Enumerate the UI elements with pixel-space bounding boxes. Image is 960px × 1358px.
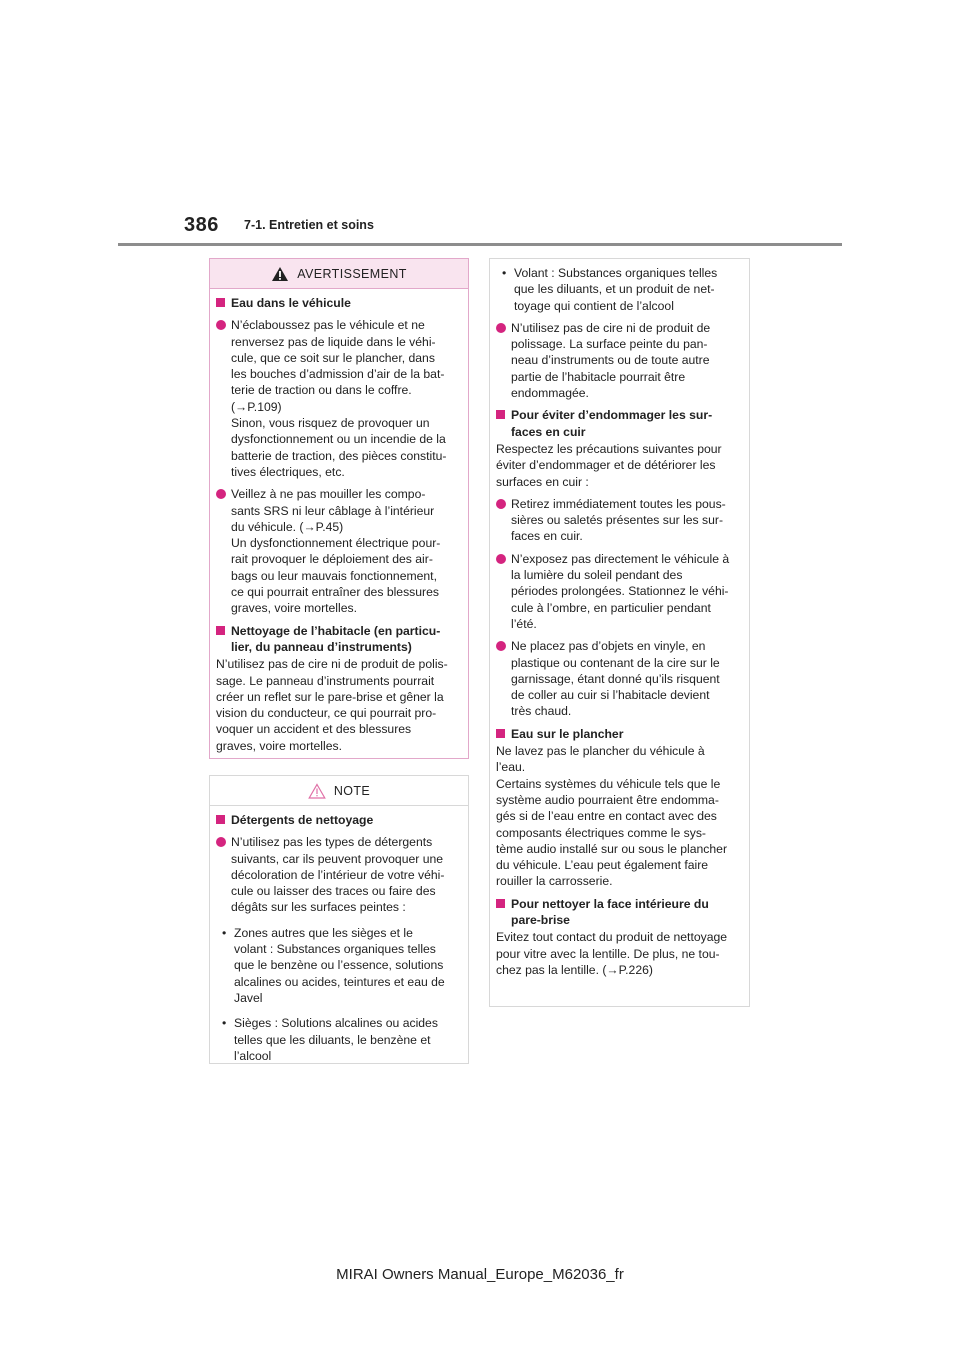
- sub-list-item-text: Zones autres que les sièges et le volant : Substances organiques telles que le benzène ou l’essence, solutions alcalines ou acides, teintures et eau de Javel: [234, 925, 445, 1005]
- circle-bullet-icon: [496, 323, 506, 333]
- sub-list-item-text: Sièges : Solutions alcalines ou acides telles que les diluants, le benzène et l’alcool: [234, 1016, 438, 1063]
- sub-list-item: [496, 265, 742, 314]
- note-box: [209, 775, 469, 1064]
- circle-bullet-icon: [496, 499, 506, 509]
- note-box-title: NOTE: [333, 783, 371, 798]
- bullet-item-text: N’éclaboussez pas le véhicule et ne renversez pas de liquide dans le véhi- cule, que ce soit sur le plancher, dans les bouches d’admission d’air de la bat- terie de traction ou dans le coffre. (→P.109) Sinon, vous risquez de provoquer un dysfonctionnement ou un incendie de la batterie de traction, des pièces constitu- tives électriques, etc.: [231, 318, 447, 479]
- subsection-heading-text: Nettoyage de l’habitacle (en particu- lier, du panneau d’instruments): [231, 623, 441, 654]
- warning-box-title: AVERTISSEMENT: [297, 266, 407, 281]
- bullet-item: [496, 638, 742, 719]
- bullet-item-text: N’utilisez pas les types de détergents suivants, car ils peuvent provoquer une décoloration de l’intérieur de votre véhi- cule ou laisser des traces ou faire des dégâts sur les surfaces peintes :: [231, 835, 445, 915]
- circle-bullet-icon: [216, 320, 226, 330]
- circle-bullet-icon: [216, 837, 226, 847]
- small-bullet-icon: •: [222, 925, 227, 940]
- bullet-item-text: Ne placez pas d’objets en vinyle, en plastique ou contenant de la cire sur le garnissage, étant donné qu’ils risquent de coller au cuir si l’habitacle devient très chaud.: [511, 639, 720, 719]
- bullet-item: [496, 551, 742, 632]
- subsection-heading: [496, 407, 742, 440]
- note-box-body: [210, 806, 468, 1070]
- circle-bullet-icon: [496, 554, 506, 564]
- sub-list-item-text: Volant : Substances organiques telles que les diluants, et un produit de net- toyage qui contient de l’alcool: [514, 266, 718, 313]
- square-bullet-icon: [216, 298, 225, 307]
- caution-triangle-icon: [308, 783, 326, 799]
- subsection-heading-text: Eau sur le plancher: [511, 726, 624, 741]
- subsection-heading: [216, 623, 461, 656]
- header-rule: [118, 243, 842, 246]
- paragraph: [216, 656, 461, 754]
- circle-bullet-icon: [496, 641, 506, 651]
- bullet-item-text: N’exposez pas directement le véhicule à la lumière du soleil pendant des périodes prolongées. Stationnez le véhi- cule à l’ombre, en particulier pendant l’été.: [511, 551, 730, 631]
- section-title: 7-1. Entretien et soins: [244, 218, 374, 232]
- subsection-heading: [216, 295, 461, 311]
- square-bullet-icon: [496, 899, 505, 908]
- bullet-item-text: Veillez à ne pas mouiller les compo- sants SRS ni leur câblage à l’intérieur du véhicule. (→P.45) Un dysfonctionnement électrique pour- rait provoquer le déploiement des air- bags ou leur mauvais fonctionnement, ce qui pourrait entraîner des blessures graves, voire mortelles.: [231, 487, 441, 616]
- subsection-heading-text: Pour éviter d’endommager les sur- faces en cuir: [511, 408, 713, 439]
- bullet-item: [496, 320, 742, 401]
- page-number: 386: [184, 214, 219, 236]
- small-bullet-icon: •: [502, 266, 507, 280]
- bullet-item: [216, 486, 461, 616]
- sub-list-item: [216, 1015, 461, 1064]
- subsection-heading-text: Pour nettoyer la face intérieure du pare-brise: [511, 896, 709, 927]
- warning-box-body: [210, 289, 468, 760]
- paragraph-text: N’utilisez pas de cire ni de produit de polis- sage. Le panneau d’instruments pourrait créer un reflet sur le pare-brise et gêner la vision du conducteur, ce qui pourrait pro- voquer un accident et des blessures graves, voire mortelles.: [216, 657, 448, 753]
- bullet-item-text: N’utilisez pas de cire ni de produit de polissage. La surface peinte du pan- neau d’instruments ou de toute autre partie de l’habitacle pourrait être endommagée.: [511, 320, 711, 401]
- square-bullet-icon: [496, 410, 505, 419]
- circle-bullet-icon: [216, 489, 226, 499]
- subsection-heading: [216, 812, 461, 828]
- subsection-heading: [496, 896, 742, 929]
- small-bullet-icon: •: [222, 1016, 227, 1031]
- subsection-heading-text: Eau dans le véhicule: [231, 296, 351, 310]
- square-bullet-icon: [216, 626, 225, 635]
- square-bullet-icon: [216, 815, 225, 824]
- bullet-item: [216, 834, 461, 915]
- sub-list-item: [216, 925, 461, 1006]
- bullet-item: [496, 496, 742, 545]
- paragraph-text: Ne lavez pas le plancher du véhicule à l’eau. Certains systèmes du véhicule tels que le système audio pourraient être endomma- gés si de l’eau entre en contact avec des composants électriques comme le sys- tème audio installé sur ou sous le plancher du véhicule. L’eau peut également faire rouiller la carrosserie.: [496, 744, 728, 889]
- paragraph: [496, 743, 742, 890]
- continued-note-box: [489, 258, 750, 1007]
- bullet-item: [216, 317, 461, 480]
- warning-box: [209, 258, 469, 759]
- paragraph: [496, 441, 742, 490]
- warning-box-header: [210, 259, 468, 289]
- square-bullet-icon: [496, 729, 505, 738]
- subsection-heading: [496, 726, 742, 742]
- footer-text: MIRAI Owners Manual_Europe_M62036_fr: [336, 1266, 624, 1283]
- paragraph-text: Respectez les précautions suivantes pour éviter d’endommager et de détériorer les surfaces en cuir :: [496, 441, 722, 489]
- bullet-item-text: Retirez immédiatement toutes les pous- sières ou saletés présentes sur les sur- faces en cuir.: [511, 496, 726, 544]
- warning-triangle-icon: [271, 266, 289, 282]
- continued-note-body: [490, 259, 749, 984]
- subsection-heading-text: Détergents de nettoyage: [231, 813, 374, 827]
- paragraph-text: Evitez tout contact du produit de nettoyage pour vitre avec la lentille. De plus, ne tou- chez pas la lentille. (→P.226): [496, 930, 728, 977]
- paragraph: [496, 929, 742, 978]
- note-box-header: [210, 776, 468, 806]
